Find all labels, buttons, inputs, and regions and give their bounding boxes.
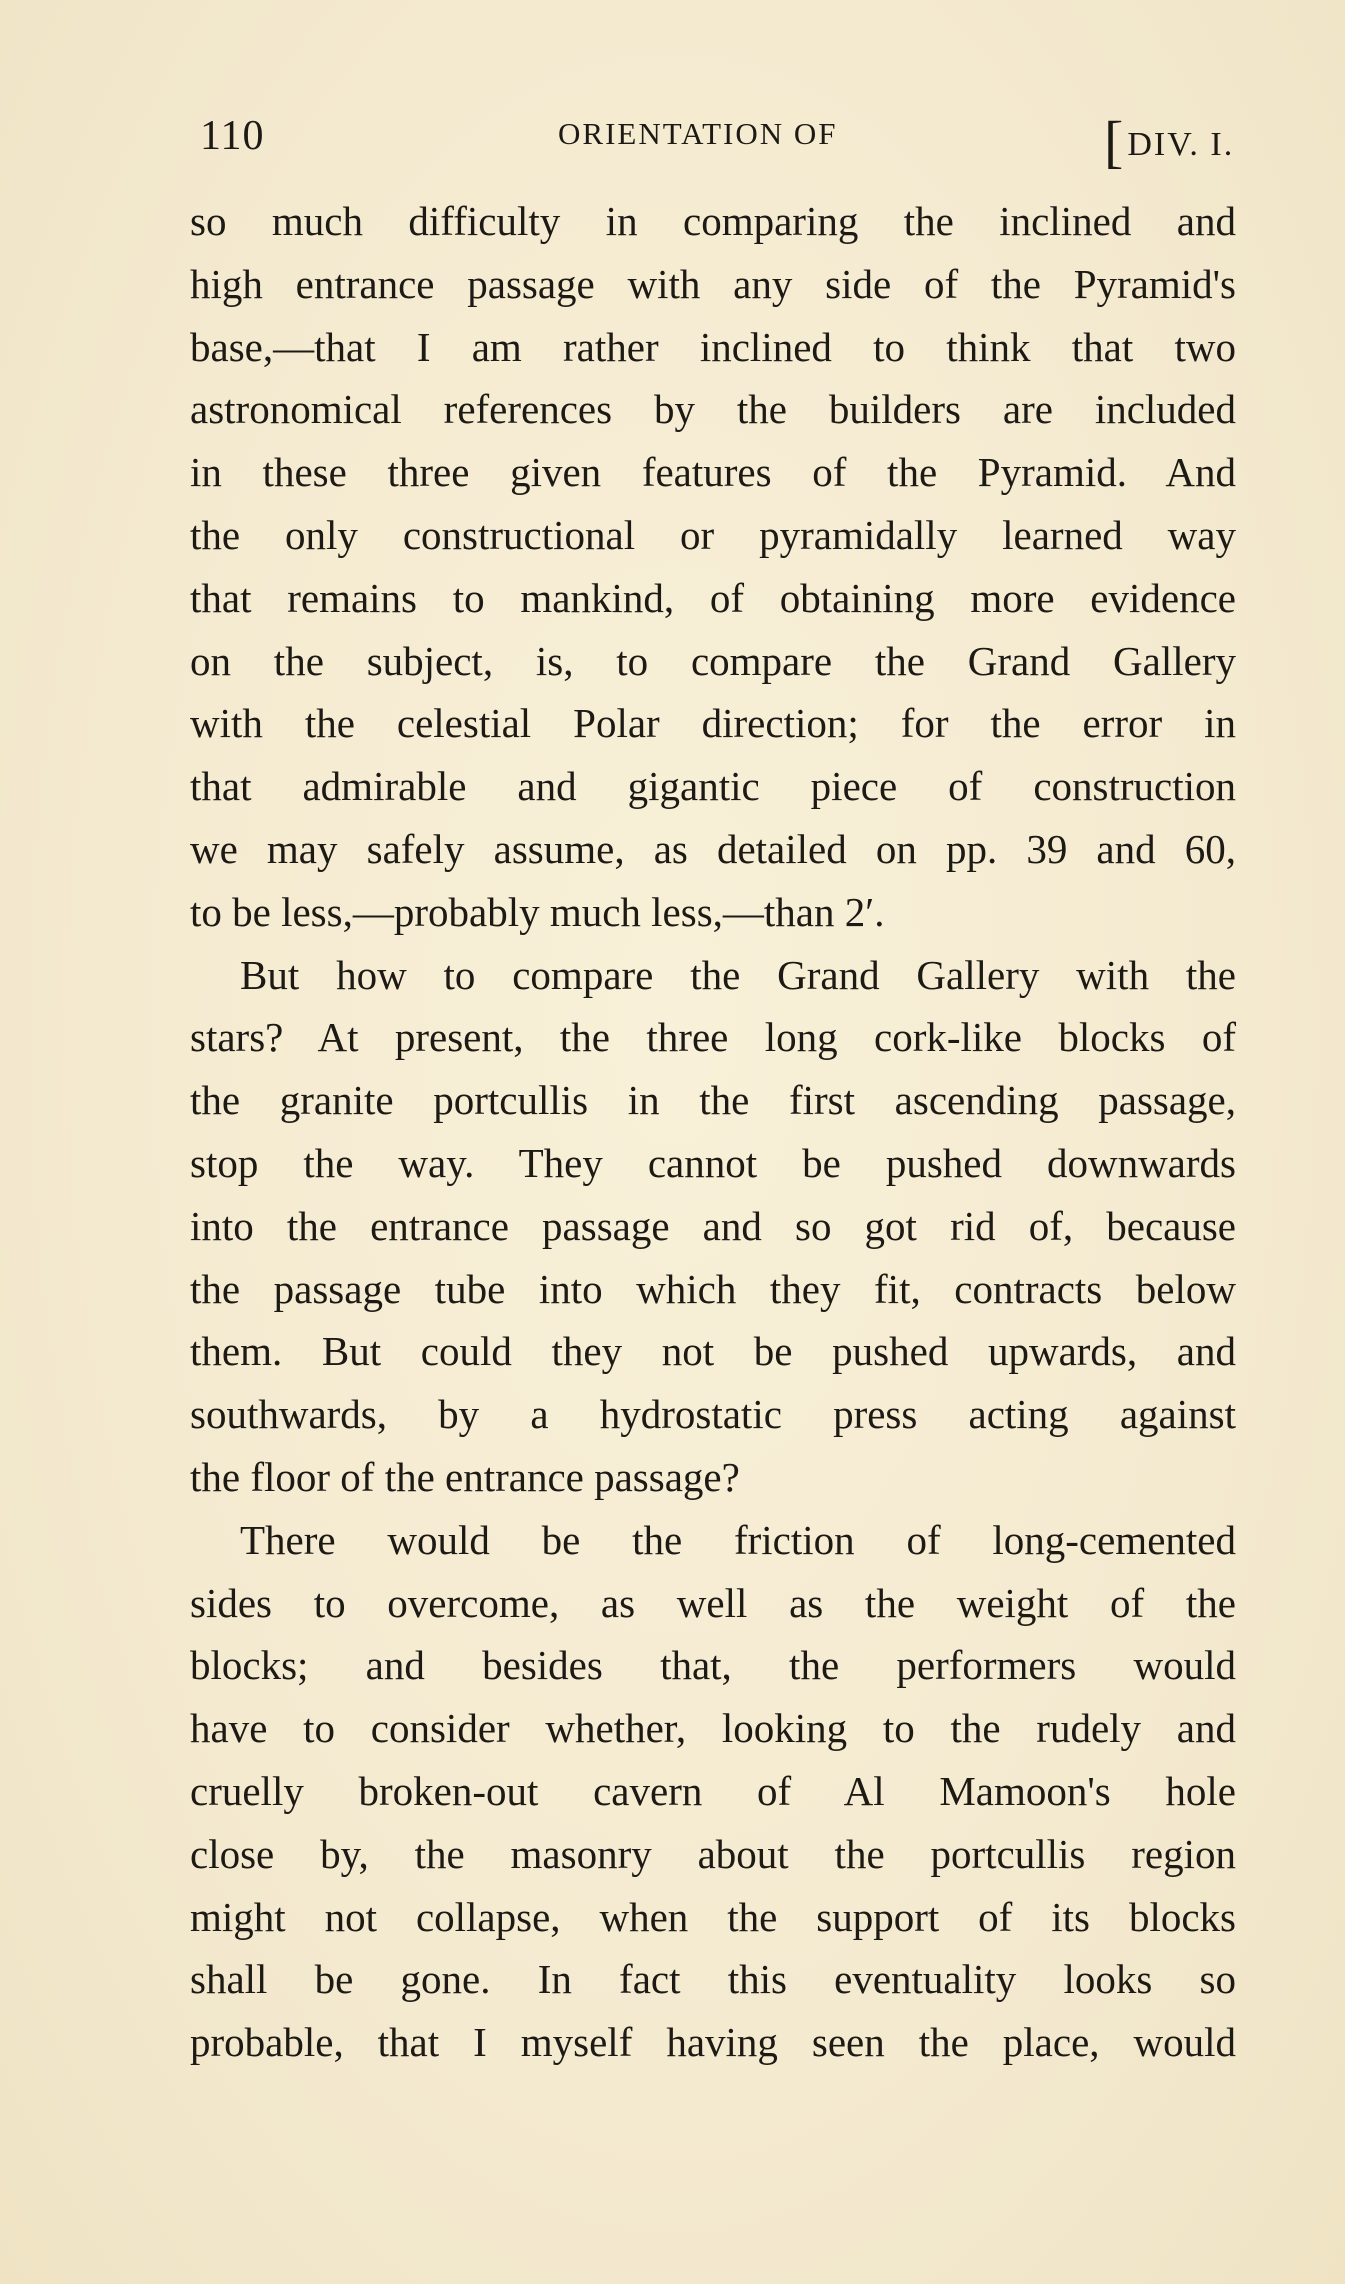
text-line: blocks; and besides that, the performers would xyxy=(190,1642,1236,1689)
running-title: ORIENTATION OF xyxy=(558,116,838,151)
text-line: shall be gone. In fact this eventuality looks so xyxy=(190,1956,1236,2003)
page-number: 110 xyxy=(200,113,265,159)
text-line: might not collapse, when the support of its blocks xyxy=(190,1893,1236,1940)
text-line: stop the way. They cannot be pushed downwards xyxy=(190,1139,1236,1186)
text-line: have to consider whether, looking to the rudely and xyxy=(190,1705,1236,1752)
division-label: DIV. I. xyxy=(1127,126,1235,163)
text-line: base,—that I am rather inclined to think that two xyxy=(190,323,1236,370)
text-line: on the subject, is, to compare the Grand Gallery xyxy=(190,637,1236,684)
body-text xyxy=(190,190,1236,2074)
text-line: sides to overcome, as well as the weight of the xyxy=(190,1579,1236,1626)
text-line: stars? At present, the three long cork-like blocks of xyxy=(190,1014,1236,1061)
text-line: in these three given features of the Pyramid. And xyxy=(190,449,1236,496)
paragraph-end-line: the floor of the entrance passage? xyxy=(190,1453,740,1500)
paragraph-end-line: to be less,—probably much less,—than 2′. xyxy=(190,888,885,935)
text-line: close by, the masonry about the portcullis region xyxy=(190,1830,1236,1877)
text-line: we may safely assume, as detailed on pp. 39 and 60, xyxy=(190,825,1236,872)
text-line: cruelly broken-out cavern of Al Mamoon's hole xyxy=(190,1767,1236,1814)
text-line: the only constructional or pyramidally learned way xyxy=(190,511,1236,558)
text-line: so much difficulty in comparing the inclined and xyxy=(190,198,1236,244)
text-line: with the celestial Polar direction; for the error in xyxy=(190,700,1236,747)
text-line: probable, that I myself having seen the place, would xyxy=(190,2019,1236,2066)
text-line: them. But could they not be pushed upwards, and xyxy=(190,1328,1236,1375)
text-line: astronomical references by the builders are included xyxy=(190,386,1236,433)
text-line: the granite portcullis in the first ascending passage, xyxy=(190,1077,1236,1124)
paragraph-start-line: There would be the friction of long-cemented xyxy=(240,1516,1236,1563)
page-header xyxy=(190,109,1250,174)
text-line: high entrance passage with any side of the Pyramid's xyxy=(190,260,1236,307)
paragraph-start-line: But how to compare the Grand Gallery with the xyxy=(240,951,1236,998)
text-line: that admirable and gigantic piece of construction xyxy=(190,763,1236,810)
division-mark xyxy=(1104,102,1235,174)
text-line: into the entrance passage and so got rid of, because xyxy=(190,1202,1236,1249)
text-line: that remains to mankind, of obtaining more evidence xyxy=(190,574,1236,621)
text-line: the passage tube into which they fit, contracts below xyxy=(190,1265,1236,1312)
text-line: southwards, by a hydrostatic press acting against xyxy=(190,1391,1236,1438)
division-bracket: [ xyxy=(1104,109,1126,174)
